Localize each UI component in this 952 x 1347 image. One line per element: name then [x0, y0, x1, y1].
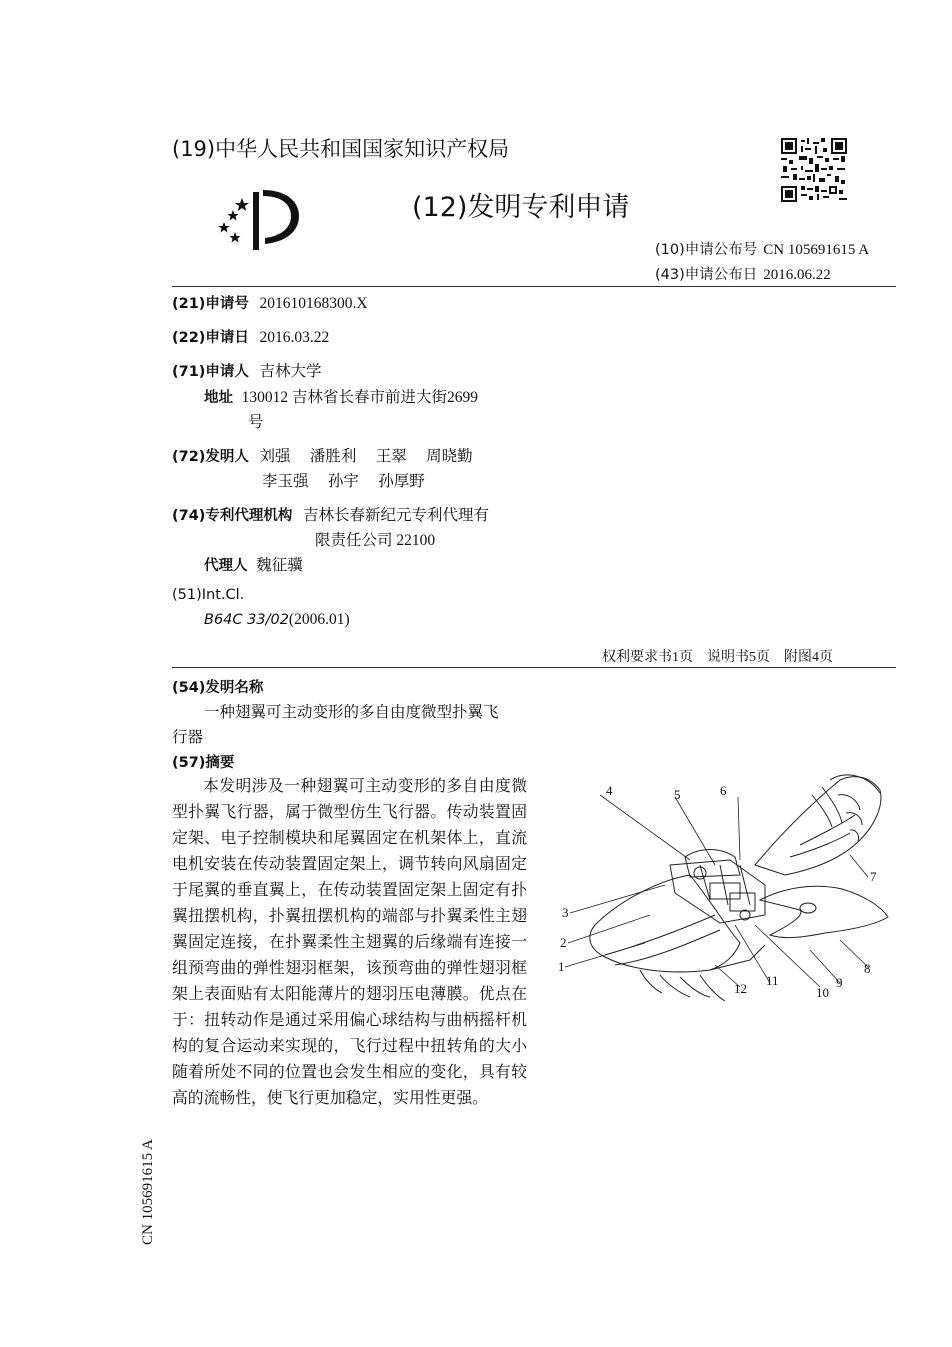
address-line-2: 号 — [248, 414, 264, 431]
application-date: 2016.03.22 — [259, 329, 330, 346]
agency-row — [172, 503, 489, 525]
figure-label-4: 4 — [606, 783, 613, 798]
qr-code-icon — [781, 138, 847, 202]
applicant: 吉林大学 — [259, 363, 322, 380]
applicant-label: (71)申请人 — [172, 364, 249, 380]
intcl-label: (51)Int.Cl. — [172, 587, 245, 603]
agency-line-1: 吉林长春新纪元专利代理有 — [303, 507, 490, 524]
intcl-row — [172, 587, 244, 603]
figure-label-12: 12 — [734, 981, 747, 996]
figure-label-5: 5 — [674, 787, 681, 802]
application-date-row — [172, 326, 329, 347]
figure-label-9: 9 — [836, 975, 843, 990]
application-number-label: (21)申请号 — [172, 296, 249, 312]
header-divider — [172, 286, 896, 287]
publication-date-row — [655, 263, 831, 284]
intcl-code: B64C 33/02 — [204, 612, 289, 628]
inventors-label: (72)发明人 — [172, 449, 249, 465]
agency-label: (74)专利代理机构 — [172, 508, 293, 524]
agent-label: 代理人 — [204, 558, 248, 574]
abstract-label — [172, 751, 234, 772]
intcl-class-row — [204, 611, 350, 629]
invention-title-label — [172, 676, 263, 697]
address-line-1: 130012 吉林省长春市前进大街2699 — [241, 389, 478, 406]
abstract-label-text: (57)摘要 — [172, 755, 235, 771]
invention-title-line-1: 一种翅翼可主动变形的多自由度微型扑翼飞 — [204, 704, 499, 721]
address-label: 地址 — [204, 390, 233, 406]
cnipa-logo-icon — [213, 188, 303, 254]
authority-title: (19)中华人民共和国国家知识产权局 — [172, 137, 510, 161]
figure-label-2: 2 — [560, 935, 567, 950]
invention-title-label-text: (54)发明名称 — [172, 680, 264, 696]
agent: 魏征骥 — [256, 557, 303, 574]
address-row — [204, 385, 478, 407]
application-date-label: (22)申请日 — [172, 330, 249, 346]
publication-number: CN 105691615 A — [763, 242, 870, 258]
figure-label-11: 11 — [766, 973, 779, 988]
document-type-title: (12)发明专利申请 — [412, 192, 630, 223]
figure-label-6: 6 — [720, 783, 727, 798]
publication-date-label: (43)申请公布日 — [655, 267, 758, 283]
agent-row — [204, 553, 303, 575]
publication-number-label: (10)申请公布号 — [655, 242, 758, 258]
figure-label-7: 7 — [870, 869, 877, 884]
publication-date: 2016.06.22 — [763, 267, 831, 283]
figure-label-8: 8 — [864, 961, 871, 976]
inventors-row — [172, 444, 473, 466]
abstract-text: 本发明涉及一种翅翼可主动变形的多自由度微型扑翼飞行器，属于微型仿生飞行器。传动装置固定架、电子控制模块和尾翼固定在机架体上，直流电机安装在传动装置固定架上，调节转向风扇固定于尾翼的垂直翼上，在传动装置固定架上固定有扑翼扭摆机构，扑翼扭摆机构的端部与扑翼柔性主翅翼固定连接，在扑翼柔性主翅翼的后缘端有连接一组预弯曲的弹性翅羽框架，该预弯曲的弹性翅羽框架上表面贴有太阳能薄片的翅羽压电薄膜。优点在于：扭转动作是通过采用偏心球结构与曲柄摇杆机构的复合运动来实现的，飞行过程中扭转角的大小随着所处不同的位置也会发生相应的变化，具有较高的流畅性，使飞行更加稳定，实用性更强。 — [172, 778, 527, 1107]
application-number-row — [172, 292, 368, 313]
inventors-line-1: 刘强 潘胜利 王翠 周晓勤 — [259, 448, 473, 465]
publication-number-row — [655, 238, 869, 259]
application-number: 201610168300.X — [259, 295, 368, 312]
agency-line-2: 限责任公司 22100 — [315, 532, 436, 549]
inventors-continuation — [262, 469, 425, 491]
side-publication-number: CN 105691615 A — [140, 1139, 156, 1245]
address-continuation — [248, 410, 264, 432]
figure-label-1: 1 — [558, 959, 565, 974]
page-count-info: 权利要求书1页 说明书5页 附图4页 — [602, 650, 833, 665]
figure-label-3: 3 — [562, 905, 569, 920]
inventors-line-2: 李玉强 孙宇 孙厚野 — [262, 473, 425, 490]
applicant-row — [172, 359, 322, 381]
pages-divider — [172, 667, 896, 668]
invention-title-line-2: 行器 — [172, 729, 204, 746]
agency-continuation — [315, 528, 435, 550]
figure-label-10: 10 — [816, 985, 829, 1000]
abstract-figure — [550, 765, 890, 1005]
intcl-version: (2006.01) — [288, 611, 350, 628]
